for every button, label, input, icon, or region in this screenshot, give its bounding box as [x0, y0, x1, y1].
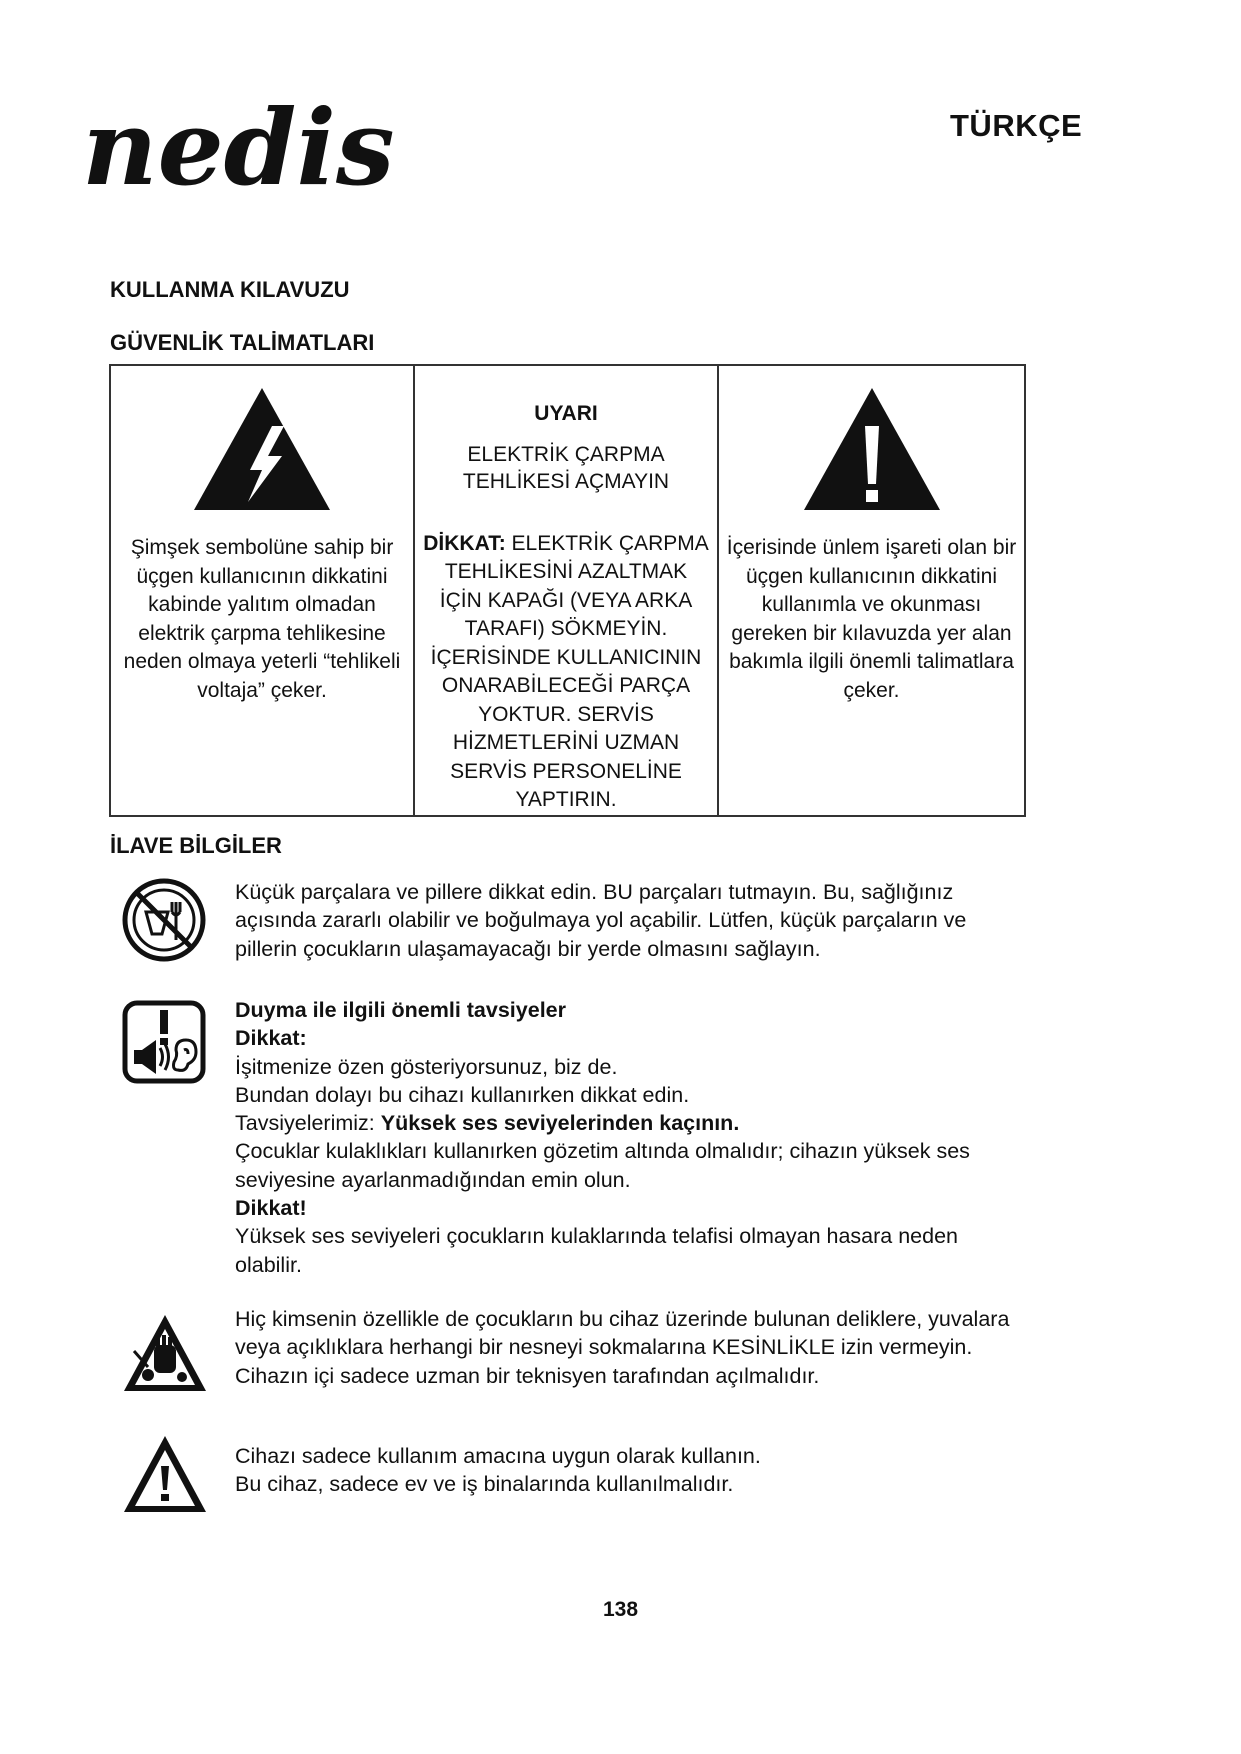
hearing-advice [235, 1109, 1015, 1137]
small-parts-text: Küçük parçalara ve pillere dikkat edin. BU parçaları tutmayın. Bu, sağlığınız açısında zararlı olabilir ve boğulmaya yol açabilir. Lütfen, küçük parçaların ve pillerin çocukların ulaşamayacağı bir yerde olmasını sağlayın. [235, 880, 967, 961]
hearing-caution-label-2: Dikkat! [235, 1196, 307, 1221]
usage-line-1: Cihazı sadece kullanım amacına uygun olarak kullanın. [235, 1444, 761, 1468]
hearing-line-1: İşitmenize özen gösteriyorsunuz, biz de. [235, 1054, 618, 1079]
page-number: 138 [602, 1598, 639, 1621]
hearing-caution-label: Dikkat: [235, 1026, 307, 1051]
hearing-line-3: Çocuklar kulaklıkları kullanırken gözetim altında olmalıdır; cihazın yüksek ses seviyesine ayarlanmadığından emin olun. [235, 1139, 970, 1192]
lightning-description: Şimşek sembolüne sahip bir üçgen kullanıcının dikkatini kabinde yalıtım olmadan elektrik çarpma tehlikesine neden olmaya yeterli “tehlikeli voltaja” çeker. [123, 536, 401, 702]
no-small-parts-icon [120, 878, 210, 968]
objects-text: Hiç kimsenin özellikle de çocukların bu cihaz üzerinde bulunan deliklere, yuvalara veya açıklıklara herhangi bir nesneyi sokmalarına KESİNLİKLE izin vermeyin. Cihazın içi sadece uzman bir teknisyen tarafından açılmalıdır. [235, 1307, 1010, 1388]
exclamation-cell [718, 365, 1025, 816]
nedis-logo [82, 96, 452, 206]
hearing-title: Duyma ile ilgili önemli tavsiyeler [235, 998, 566, 1022]
hearing-line-4: Yüksek ses seviyeleri çocukların kulaklarında telafisi olmayan hasara neden olabilir. [235, 1224, 959, 1277]
hearing-text [235, 996, 1015, 1279]
lightning-cell [110, 365, 414, 816]
exclamation-description: İçerisinde ünlem işareti olan bir üçgen kullanıcının dikkatini kullanımla ve okunması gereken bir kılavuzda yer alan bakımla ilgili önemli talimatlara çeker. [726, 536, 1017, 702]
usage-line-2: Bu cihaz, sadece ev ve iş binalarında kullanılmalıdır. [235, 1472, 734, 1497]
exclamation-warning-icon [802, 386, 942, 512]
manual-heading: KULLANMA KILAVUZU [110, 277, 350, 302]
extra-info-heading: İLAVE BİLGİLER [110, 833, 282, 858]
no-objects-in-openings-icon [120, 1311, 210, 1401]
brand-logo-text: nedis [82, 96, 395, 206]
hearing-line-2: Bundan dolayı bu cihazı kullanırken dikkat edin. [235, 1082, 690, 1107]
hearing-warning-icon [120, 998, 210, 1088]
safety-heading: GÜVENLİK TALİMATLARI [110, 330, 375, 355]
language-label: TÜRKÇE [950, 108, 1083, 143]
caution-cell [414, 365, 718, 816]
caution-text [421, 530, 711, 815]
caution-body: ELEKTRİK ÇARPMA TEHLİKESİNİ AZALTMAK İÇİN KAPAĞI (VEYA ARKA TARAFI) SÖKMEYİN. İÇERİSİNDE KULLANICININ ONARABİLECEĞİ PARÇA YOKTUR. SERVİS HİZMETLERİNİ UZMAN SERVİS PERSONELİNE YAPTIRIN. [430, 531, 709, 811]
usage-text [235, 1442, 1015, 1499]
general-warning-icon [120, 1432, 210, 1522]
hearing-advice-text: Yüksek ses seviyelerinden kaçının. [380, 1111, 740, 1136]
lightning-warning-icon [192, 386, 332, 512]
caution-label: DİKKAT: [423, 531, 506, 555]
warning-subtitle: ELEKTRİK ÇARPMA TEHLİKESİ AÇMAYIN [462, 442, 670, 493]
warning-title: UYARI [534, 402, 598, 425]
hearing-advice-prefix: Tavsiyelerimiz: [235, 1111, 381, 1136]
safety-warning-table [109, 364, 1026, 817]
